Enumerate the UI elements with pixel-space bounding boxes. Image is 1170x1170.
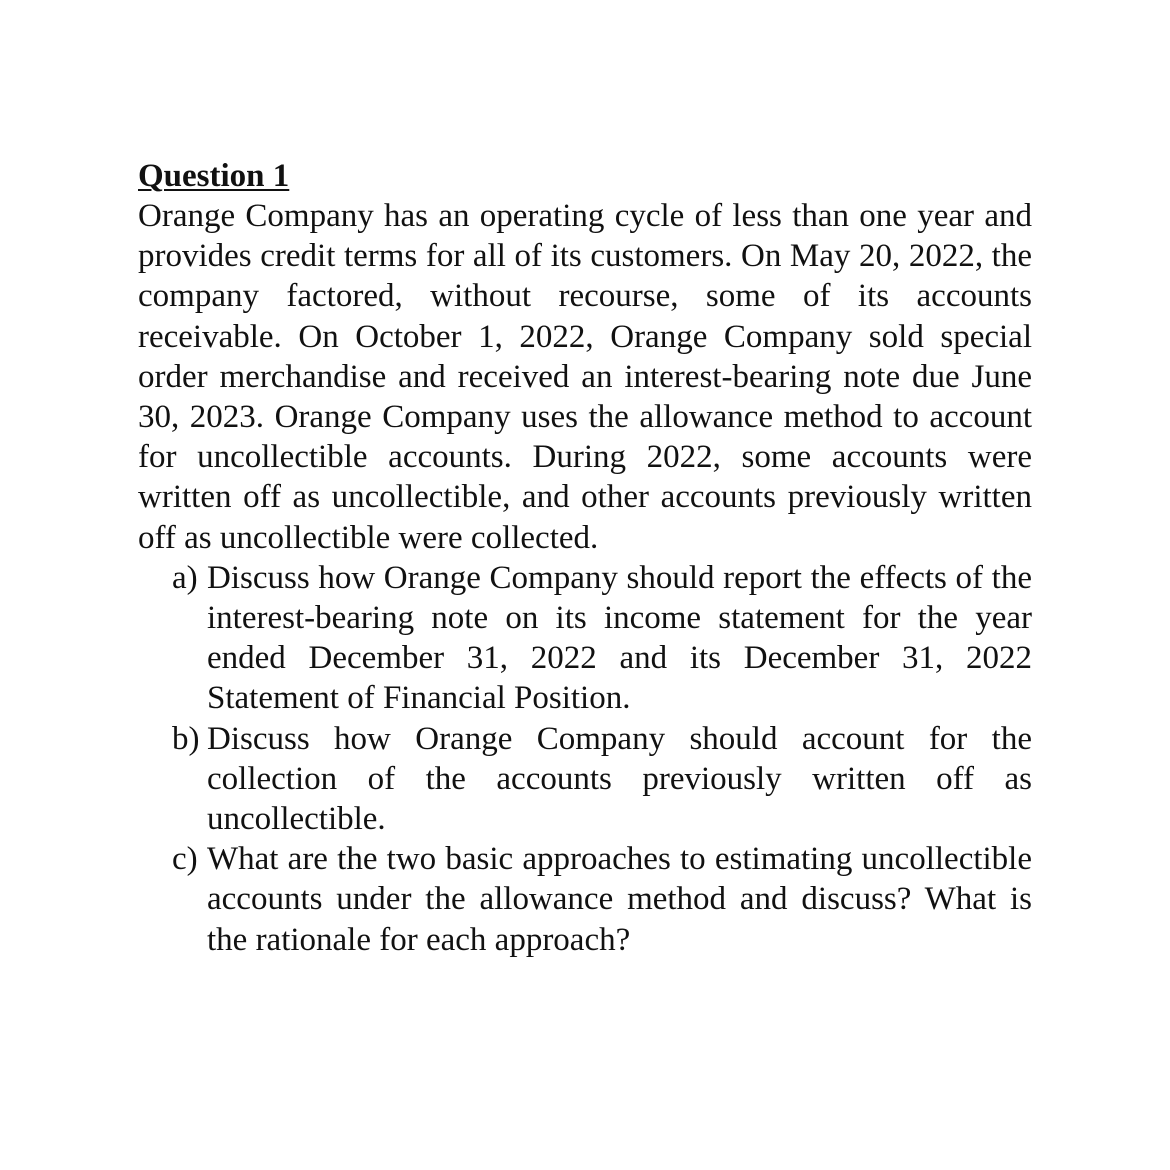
sub-question-c-text: What are the two basic approaches to estimating uncollectible accounts under the allowance method and discuss? What is the rationale for each approach? <box>207 841 1032 958</box>
sub-question-b <box>138 719 1032 840</box>
sub-question-a-text: Discuss how Orange Company should report the effects of the interest-bearing note on its income statement for the year ended December 31, 2022 and its December 31, 2022 Statement of Financial Position. <box>207 559 1032 717</box>
sub-question-b-label: b) <box>172 720 200 757</box>
sub-question-a-label: a) <box>172 559 198 596</box>
sub-question-b-text: Discuss how Orange Company should account for the collection of the accounts previously written off as uncollectible. <box>207 720 1032 838</box>
sub-question-a <box>138 558 1032 719</box>
sub-question-c-label: c) <box>172 841 198 878</box>
sub-question-list <box>138 558 1032 960</box>
sub-question-c <box>138 839 1032 960</box>
question-heading: Question 1 <box>138 158 290 194</box>
question-document <box>138 156 1032 960</box>
question-intro: Orange Company has an operating cycle of less than one year and provides credit terms for all of its customers. On May 20, 2022, the company factored, without recourse, some of its accounts receivable. On October 1, 2022, Orange Company sold special order merchandise and received an interest-bearing note due June 30, 2023. Orange Company uses the allowance method to account for uncollectible accounts. During 2022, some accounts were written off as uncollectible, and other accounts previously written off as uncollectible were collected. <box>138 198 1032 556</box>
